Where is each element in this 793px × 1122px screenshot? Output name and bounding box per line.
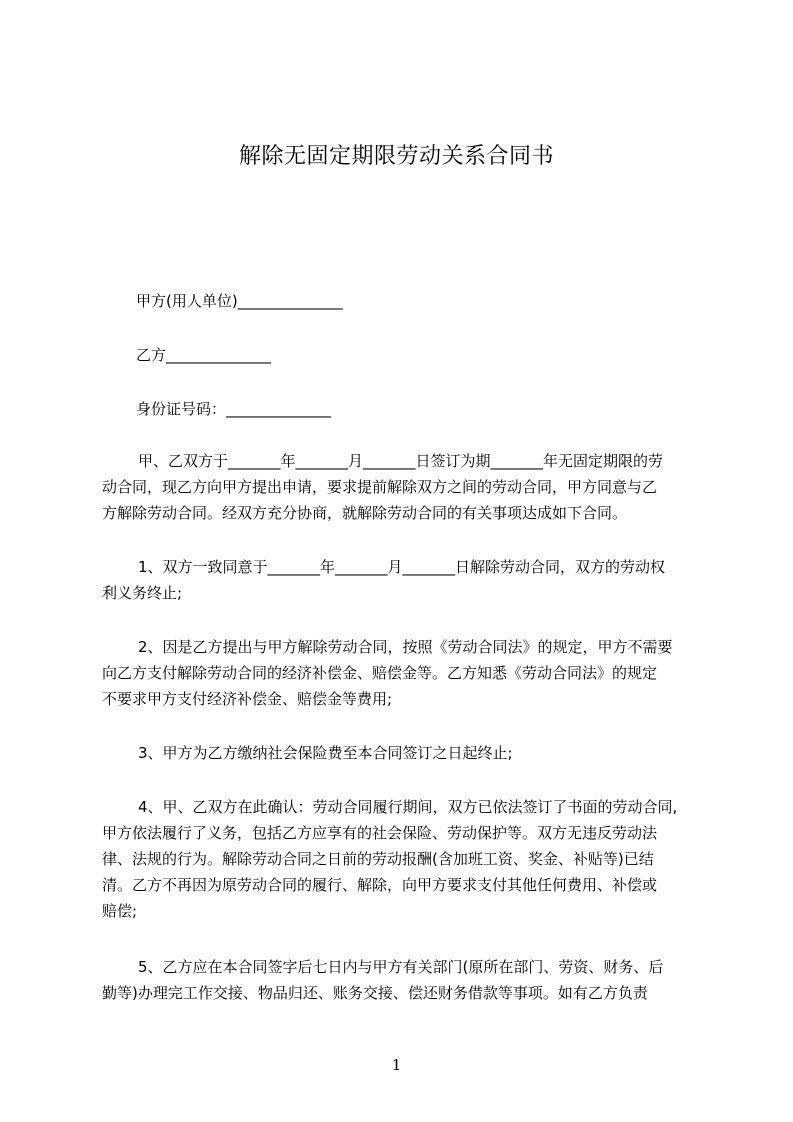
intro-paragraph [102,448,714,526]
paragraph-line: 清。乙方不再因为原劳动合同的履行、解除，向甲方要求支付其他任何费用、补偿或 [102,876,658,894]
document-title: 解除无固定期限劳动关系合同书 [238,144,554,169]
page-number: 1 [391,1056,402,1074]
clause-3 [102,740,714,766]
paragraph-line: 律、法规的行为。解除劳动合同之日前的劳动报酬(含加班工资、奖金、补贴等)已结 [102,850,654,868]
clause-1 [102,554,714,606]
paragraph-line: 利义务终止; [102,584,183,602]
paragraph-line: 不要求甲方支付经济补偿金、赔偿金等费用; [102,690,393,708]
paragraph-line: 向乙方支付解除劳动合同的经济补偿金、赔偿金等。乙方知悉《劳动合同法》的规定 [102,664,658,682]
paragraph-line: 动合同，现乙方向甲方提出申请，要求提前解除双方之间的劳动合同，甲方同意与乙 [102,478,658,496]
clause-4 [102,794,714,924]
paragraph-line: 方解除劳动合同。经双方充分协商，就解除劳动合同的有关事项达成如下合同。 [102,504,628,522]
paragraph-line: 甲、乙双方于_______年_______月_______日签订为期_______年无固定期限的劳 [138,452,664,470]
id-number-field: 身份证号码：______________ [136,400,332,418]
clause-2 [102,634,714,712]
paragraph-line: 3、甲方为乙方缴纳社会保险费至本合同签订之日起终止; [138,744,513,762]
paragraph-line: 4、甲、乙双方在此确认：劳动合同履行期间，双方已依法签订了书面的劳动合同, [138,798,678,816]
paragraph-line: 5、乙方应在本合同签字后七日内与甲方有关部门(原所在部门、劳资、财务、后 [138,958,664,976]
clause-5 [102,954,714,1006]
paragraph-line: 甲方依法履行了义务，包括乙方应享有的社会保险、劳动保护等。双方无违反劳动法 [102,824,658,842]
party-b-field: 乙方______________ [136,346,272,364]
paragraph-line: 赔偿; [102,902,138,920]
paragraph-line: 2、因是乙方提出与甲方解除劳动合同，按照《劳动合同法》的规定，甲方不需要 [138,638,673,656]
paragraph-line: 1、双方一致同意于_______年_______月_______日解除劳动合同，双方的劳动权 [138,558,666,576]
paragraph-line: 勤等)办理完工作交接、物品归还、账务交接、偿还财务借款等事项。如有乙方负责 [102,984,648,1002]
party-a-field: 甲方(用人单位)______________ [136,292,343,310]
